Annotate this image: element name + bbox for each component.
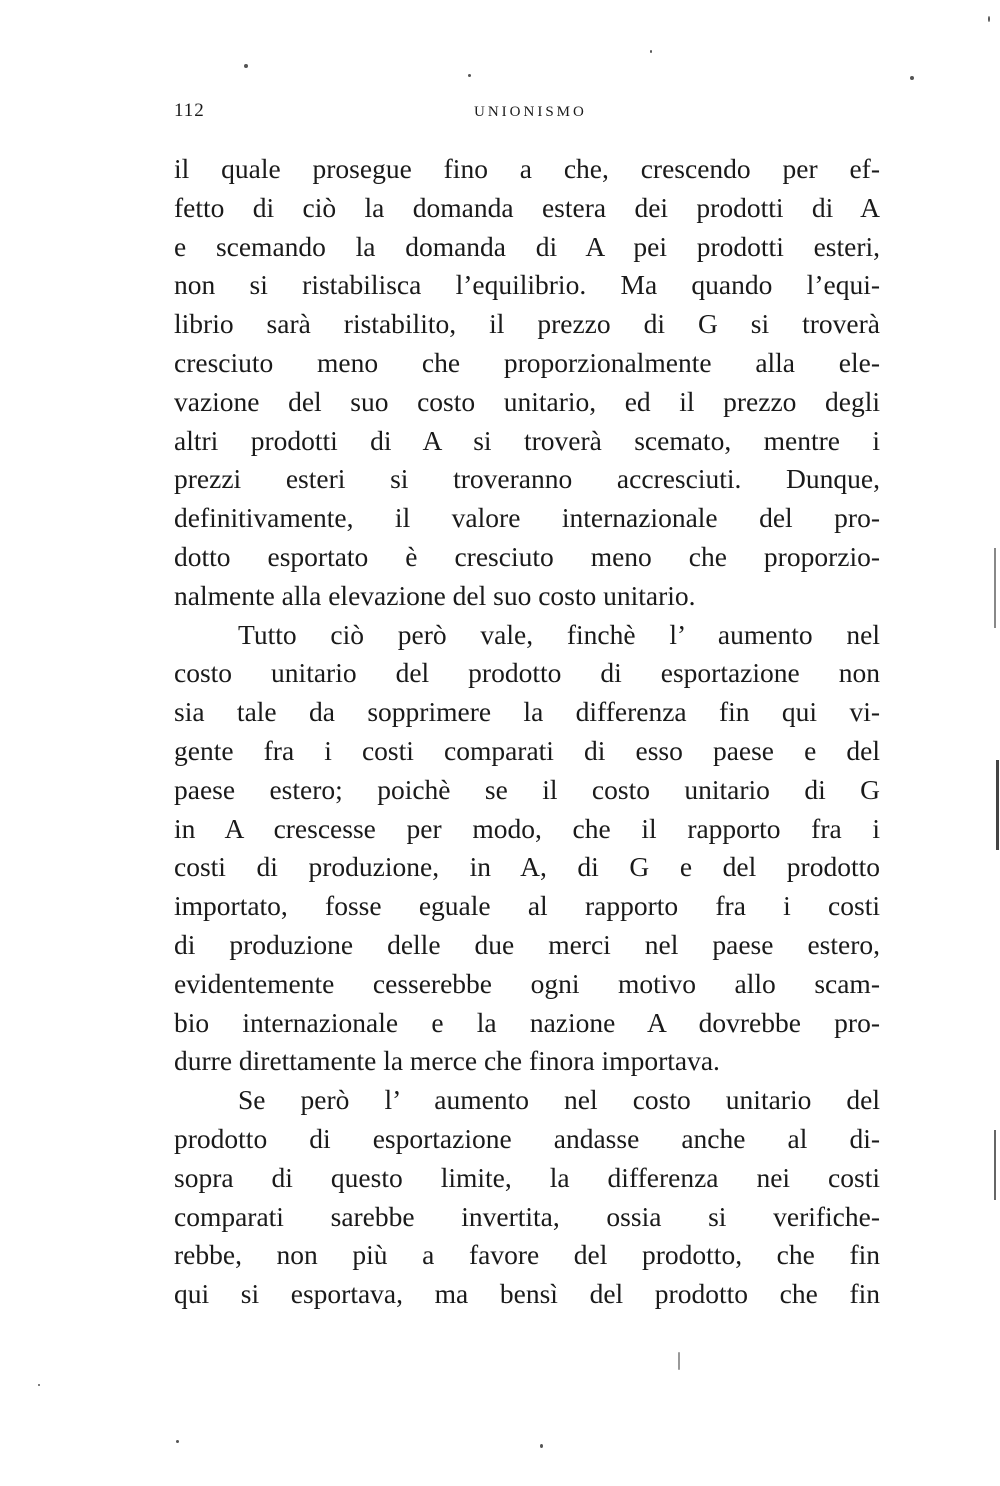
text-line: librio sarà ristabilito, il prezzo di G si troverà (174, 308, 880, 340)
scan-speck (38, 1384, 40, 1386)
text-line: prezzi esteri si troveranno accresciuti. Dunque, (174, 463, 880, 495)
scan-speck (678, 1352, 680, 1370)
text-line: evidentemente cesserebbe ogni motivo allo scam- (174, 967, 880, 999)
text-line: non si ristabilisca l’equilibrio. Ma quando l’equi- (174, 269, 880, 301)
text-line: cresciuto meno che proporzionalmente alla ele- (174, 346, 880, 378)
text-line: sia tale da sopprimere la differenza fin qui vi- (174, 696, 880, 728)
text-line: e scemando la domanda di A pei prodotti esteri, (174, 230, 880, 262)
text-line: Se però l’ aumento nel costo unitario del (238, 1084, 880, 1116)
text-line: il quale prosegue fino a che, crescendo per ef- (174, 153, 880, 184)
text-line: vazione del suo costo unitario, ed il prezzo degli (174, 385, 880, 417)
text-line: dotto esportato è cresciuto meno che proporzio- (174, 540, 880, 572)
text-line: altri prodotti di A si troverà scemato, mentre i (174, 424, 880, 456)
page-header (174, 100, 880, 130)
text-line: prodotto di esportazione andasse anche al di- (174, 1122, 880, 1154)
text-line: gente fra i costi comparati di esso paese e del (174, 734, 880, 766)
text-line: Tutto ciò però vale, finchè l’ aumento nel (238, 618, 880, 650)
text-line: costo unitario del prodotto di esportazione non (174, 657, 880, 689)
body-text (174, 150, 880, 1314)
scan-speck (176, 1440, 179, 1443)
text-line: bio internazionale e la nazione A dovrebbe pro- (174, 1006, 880, 1038)
scan-speck (910, 76, 914, 80)
text-line: importato, fosse eguale al rapporto fra i costi (174, 890, 880, 922)
scan-speck (540, 1444, 543, 1448)
page-number: 112 (174, 100, 205, 121)
text-line: qui si esportava, ma bensì del prodotto che fin (174, 1278, 880, 1310)
running-head: UNIONISMO (474, 104, 587, 120)
scan-edge-mark (994, 1130, 996, 1200)
scan-speck (650, 50, 652, 53)
scan-edge-mark (994, 548, 996, 628)
text-line: definitivamente, il valore internazionale del pro- (174, 502, 880, 534)
text-line: di produzione delle due merci nel paese estero, (174, 928, 880, 960)
text-line: comparati sarebbe invertita, ossia si verifiche- (174, 1200, 880, 1232)
scan-speck (988, 16, 990, 22)
scan-speck (244, 64, 248, 68)
text-line: paese estero; poichè se il costo unitario di G (174, 773, 880, 805)
text-line: sopra di questo limite, la differenza nei costi (174, 1161, 880, 1193)
text-line: nalmente alla elevazione del suo costo unitario. (174, 579, 696, 611)
text-line: in A crescesse per modo, che il rapporto fra i (174, 812, 880, 844)
text-line: fetto di ciò la domanda estera dei prodotti di A (174, 191, 880, 223)
text-line: rebbe, non più a favore del prodotto, che fin (174, 1239, 880, 1271)
text-line: costi di produzione, in A, di G e del prodotto (174, 851, 880, 883)
scan-speck (468, 74, 471, 77)
text-line: durre direttamente la merce che finora importava. (174, 1045, 720, 1077)
scan-edge-mark (996, 760, 999, 850)
